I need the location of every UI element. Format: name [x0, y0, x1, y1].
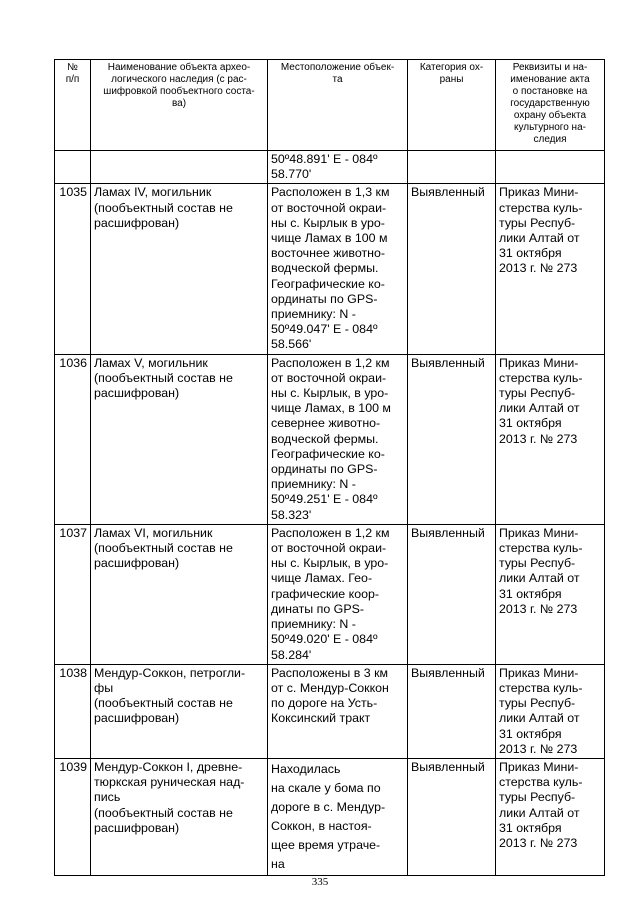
row-category: Выявленный [408, 758, 496, 875]
row-category: Выявленный [408, 524, 496, 664]
continuation-name [91, 151, 268, 184]
row-number: 1036 [55, 354, 91, 524]
table-row [55, 664, 605, 758]
row-location: Расположены в 3 км от с. Мендур-Соккон по дороге на Усть- Коксинский тракт [268, 664, 408, 758]
header-location: Местоположение объек- та [268, 60, 408, 151]
row-number: 1035 [55, 184, 91, 354]
table-row [55, 184, 605, 354]
row-act-details: Приказ Мини- стерства куль- туры Респуб- лики Алтай от 31 октября 2013 г. № 273 [496, 664, 605, 758]
row-number: 1039 [55, 758, 91, 875]
row-number: 1038 [55, 664, 91, 758]
row-location: Расположен в 1,2 км от восточной окраи- ны с. Кырлык, в уро- чище Ламах, в 100 м севернее животно- водческой фермы. Географические ко- ординаты по GPS- приемнику: N - 50º49.251' E - 084º 58.323' [268, 354, 408, 524]
row-category: Выявленный [408, 664, 496, 758]
table-row [55, 758, 605, 875]
row-location: Расположен в 1,3 км от восточной окраи- ны с. Кырлык в уро- чище Ламах в 100 м восточнее животно- водческой фермы. Географические ко- ординаты по GPS- приемнику: N - 50º49.047' E - 084º 58.566' [268, 184, 408, 354]
table-row [55, 524, 605, 664]
row-act-details: Приказ Мини- стерства куль- туры Респуб- лики Алтай от 31 октября 2013 г. № 273 [496, 524, 605, 664]
row-location: Расположен в 1,2 км от восточной окраи- ны с. Кырлык, в уро- чище Ламах. Гео- графические коор- динаты по GPS- приемнику: N - 50º49.020' E - 084º 58.284' [268, 524, 408, 664]
row-act-details: Приказ Мини- стерства куль- туры Респуб- лики Алтай от 31 октября 2013 г. № 273 [496, 184, 605, 354]
page-number: 335 [311, 876, 329, 888]
row-object-name: Мендур-Соккон, петрогли- фы (пообъектный состав не расшифрован) [91, 664, 268, 758]
continuation-number [55, 151, 91, 184]
continuation-doc [496, 151, 605, 184]
row-category: Выявленный [408, 184, 496, 354]
table-row [55, 354, 605, 524]
header-category: Категория ох- раны [408, 60, 496, 151]
row-object-name: Ламах V, могильник (пообъектный состав не расшифрован) [91, 354, 268, 524]
row-object-name: Ламах IV, могильник (пообъектный состав не расшифрован) [91, 184, 268, 354]
header-act-details: Реквизиты и на- именование акта о постановке на государственную охрану объекта культурного на- следия [496, 60, 605, 151]
row-location: Находилась на скале у бома по дороге в с. Мендур- Соккон, в настоя- щее время утраче- на [268, 758, 408, 875]
row-object-name: Мендур-Соккон I, древне- тюркская руническая над- пись (пообъектный состав не расшифрован) [91, 758, 268, 875]
heritage-register-table [54, 59, 605, 876]
row-number: 1037 [55, 524, 91, 664]
continuation-category [408, 151, 496, 184]
header-object-name: Наименование объекта архео- логического наследия (с рас- шифровкой пообъектного соста- ва) [91, 60, 268, 151]
continuation-row [55, 151, 605, 184]
header-number: № п/п [55, 60, 91, 151]
row-act-details: Приказ Мини- стерства куль- туры Респуб- лики Алтай от 31 октября 2013 г. № 273 [496, 758, 605, 875]
continuation-location: 50º48.891' E - 084º 58.770' [268, 151, 408, 184]
row-object-name: Ламах VI, могильник (пообъектный состав не расшифрован) [91, 524, 268, 664]
row-act-details: Приказ Мини- стерства куль- туры Респуб- лики Алтай от 31 октября 2013 г. № 273 [496, 354, 605, 524]
table-header-row [55, 60, 605, 151]
row-category: Выявленный [408, 354, 496, 524]
